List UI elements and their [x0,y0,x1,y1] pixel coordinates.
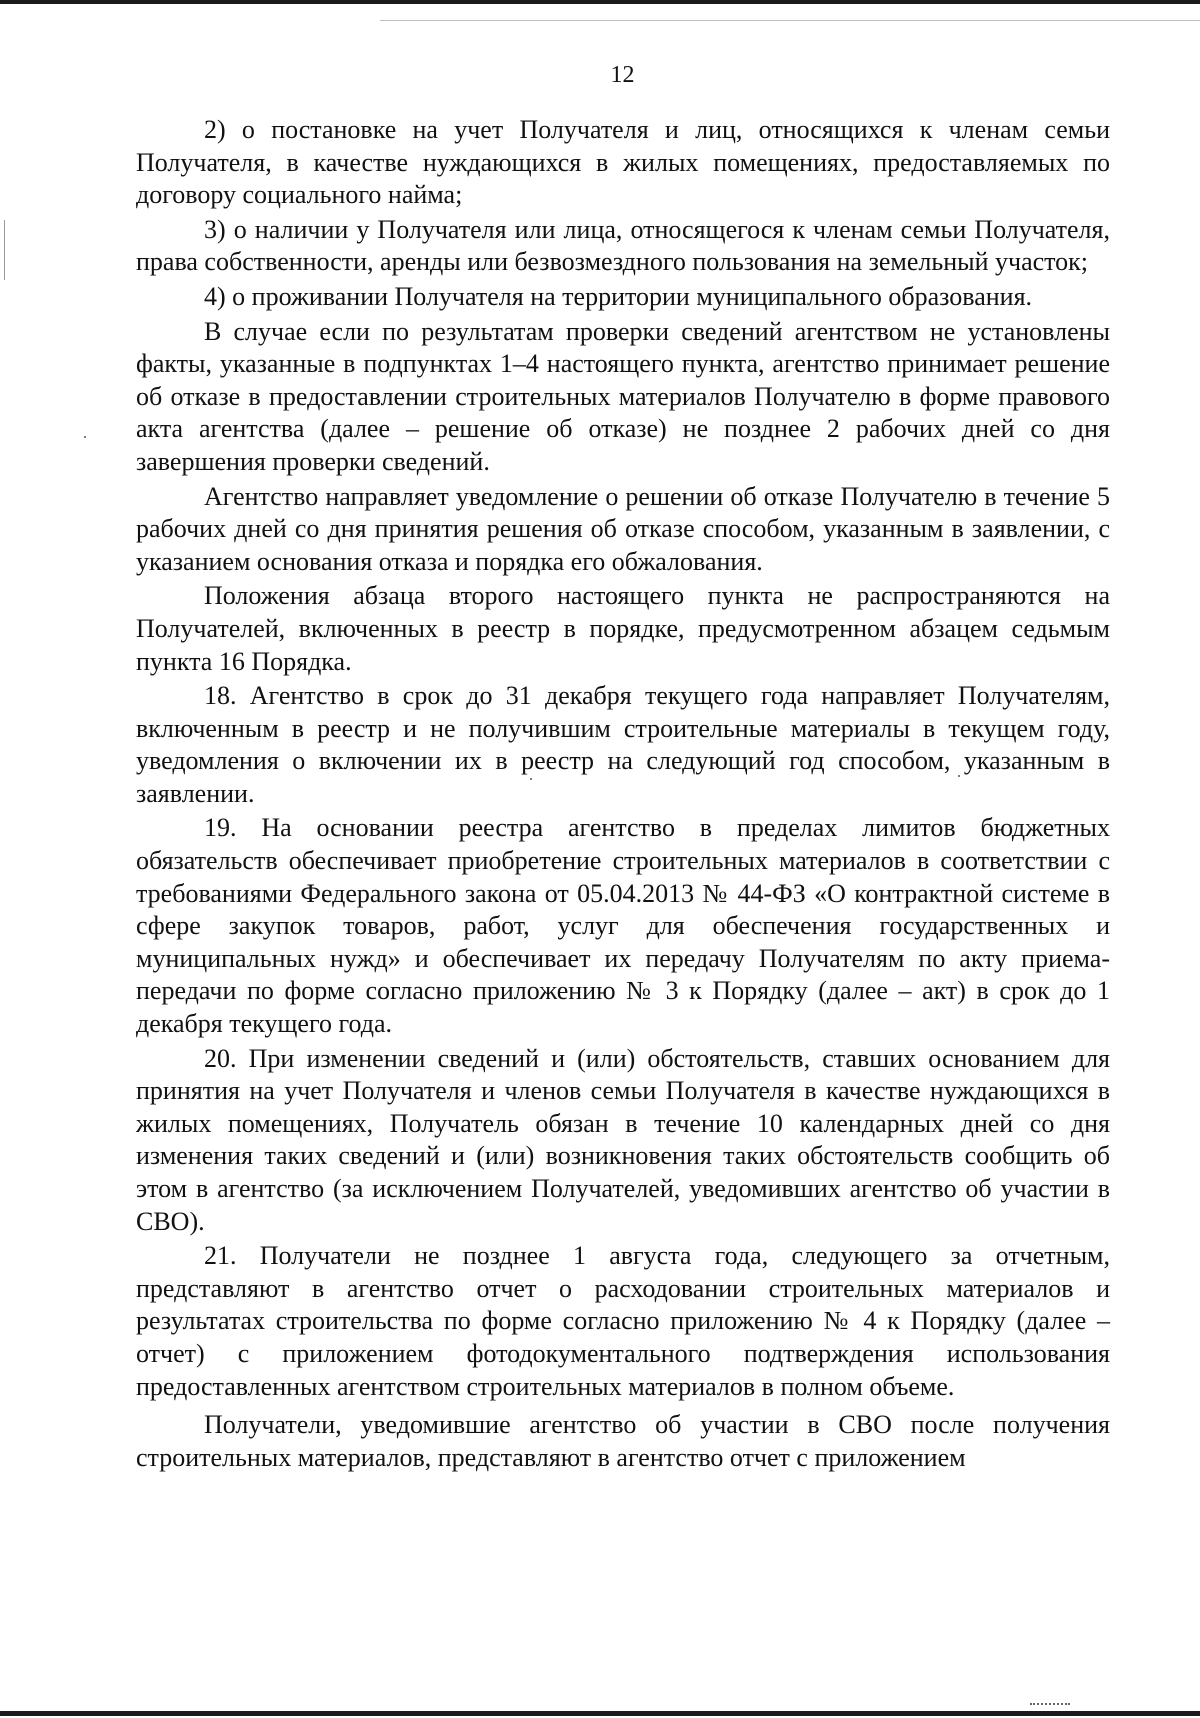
page-number: 12 [610,62,635,88]
scan-speck [84,436,86,438]
paragraph: В случае если по результатам проверки сведений агентством не установлены факты, указанные в подпунктах 1–4 настоящего пункта, агентство принимает решение об отказе в предоставлении строительных материалов Получателю в форме правового акта агентства (далее – решение об отказе) не позднее 2 рабочих дней со дня завершения проверки сведений. [136,316,1110,476]
paragraph: 4) о проживании Получателя на территории муниципального образования. [204,281,1033,311]
paragraph: 2) о постановке на учет Получателя и лиц, относящихся к членам семьи Получателя, в качестве нуждающихся в жилых помещениях, предоставляемых по договору социального найма; [136,115,1110,210]
scan-top-border [0,0,1200,4]
paragraph: 18. Агентство в срок до 31 декабря текущего года направляет Получателям, включенным в реестр и не получившим строительные материалы в текущем году, уведомления о включении их в реестр на следующий год способом, указанным в заявлении. [136,681,1110,808]
scan-bottom-border [0,1711,1200,1716]
paragraph: Агентство направляет уведомление о решении об отказе Получателю в течение 5 рабочих дней со дня принятия решения об отказе способом, указанным в заявлении, с указанием основания отказа и порядка его обжалования. [136,481,1110,576]
paragraph: 20. При изменении сведений и (или) обстоятельств, ставших основанием для принятия на учет Получателя и членов семьи Получателя в качестве нуждающихся в жилых помещениях, Получатель обязан в течение 10 календарных дней со дня изменения таких сведений и (или) возникновения таких обстоятельств сообщить об этом в агентство (за исключением Получателей, уведомивших агентство об участии в СВО). [136,1043,1110,1236]
scan-top-line [380,20,1200,21]
paragraph: Положения абзаца второго настоящего пункта не распространяются на Получателей, включенных в реестр в порядке, предусмотренном абзацем седьмым пункта 16 Порядка. [136,581,1110,676]
scan-bottom-dots [1030,1703,1070,1707]
document-body [136,114,1110,1474]
paragraph: Получатели, уведомившие агентство об участии в СВО после получения строительных материалов, представляют в агентство отчет с приложением [136,1410,1110,1472]
paragraph: 3) о наличии у Получателя или лица, относящегося к членам семьи Получателя, права собственности, аренды или безвозмездного пользования на земельный участок; [136,214,1110,277]
paragraph: 19. На основании реестра агентство в пределах лимитов бюджетных обязательств обеспечивает приобретение строительных материалов в соответствии с требованиями Федерального закона от 05.04.2013 № 44-ФЗ «О контрактной системе в сфере закупок товаров, работ, услуг для обеспечения государственных и муниципальных нужд» и обеспечивает их передачу Получателям по акту приема-передачи по форме согласно приложению № 3 к Порядку (далее – акт) в срок до 1 декабря текущего года. [136,813,1110,1039]
paragraph: 21. Получатели не позднее 1 августа года, следующего за отчетным, представляют в агентство отчет о расходовании строительных материалов и результатах строительства по форме согласно приложению № 4 к Порядку (далее – отчет) с приложением фотодокументального подтверждения использования предоставленных агентством строительных материалов в полном объеме. [136,1241,1110,1401]
scan-left-mark [4,220,5,280]
